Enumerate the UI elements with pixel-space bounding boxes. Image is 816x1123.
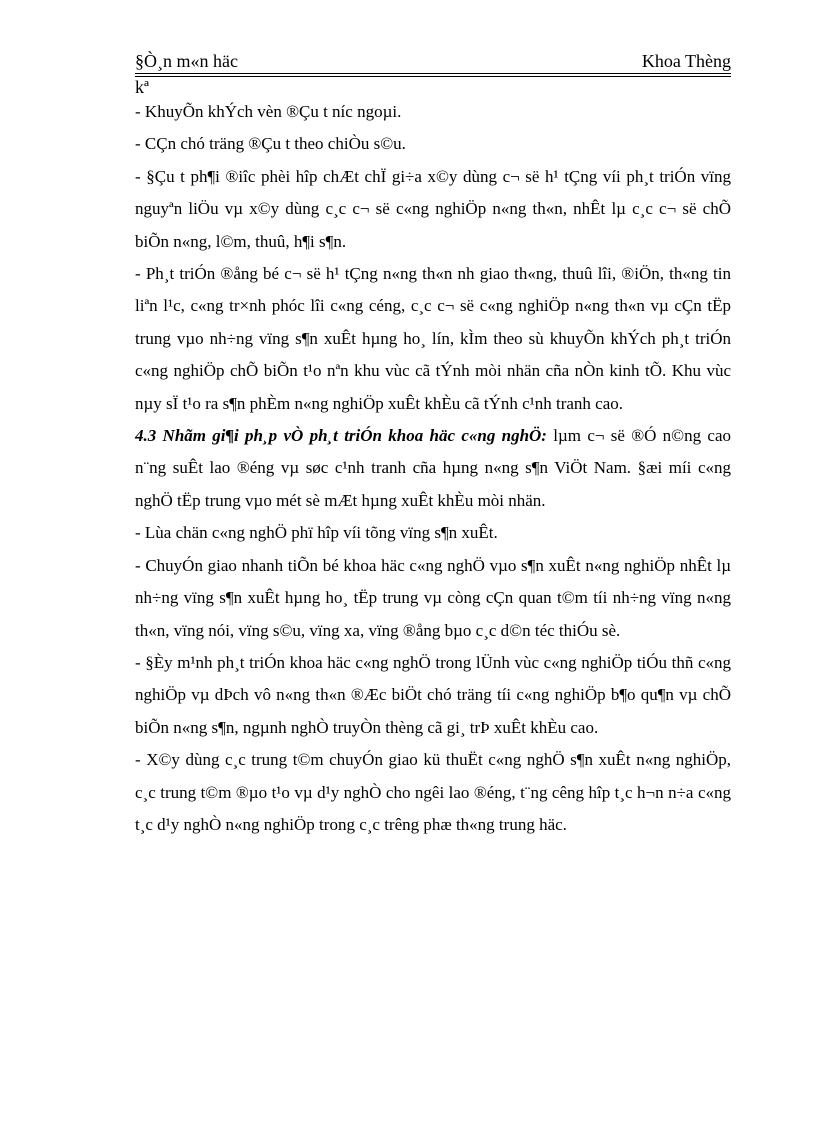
document-body (135, 96, 731, 841)
paragraph: - §Çu t ph¶i ®iîc phèi hîp chÆt chÏ gi÷a x©y dùng c¬ së h¹ tÇng víi ph¸t triÓn vïng nguyªn liÖu vµ x©y dùng c¸c c¬ së c«ng nghiÖp n«ng th«n, nhÊt lµ c¸c c¬ së chÕ biÕn n«ng, l©m, thuû, h¶i s¶n. (135, 166, 731, 251)
section-heading: 4.3 Nhãm gi¶i ph¸p vÒ ph¸t triÓn khoa häc c«ng nghÖ: (135, 426, 547, 446)
section-text: lµm c¬ së ®Ó n©ng cao n¨ng suÊt lao ®éng vµ søc c¹nh tranh cña hµng n«ng s¶n ViÖt Nam. §æi míi c«ng nghÖ tËp trung vµo mét sè mÆt hµng xuÊt khÈu mòi nhän. (135, 426, 731, 510)
header-rule-top (135, 73, 731, 74)
header-left-text: §Ò¸n m«n häc (135, 51, 238, 71)
header-rule-bottom (135, 76, 731, 77)
header-right-text: Khoa Thèng (641, 51, 731, 71)
section-paragraph (135, 420, 731, 517)
page-header (135, 50, 731, 95)
paragraph: - KhuyÕn khÝch vèn ®Çu t níc ngoµi. (135, 102, 402, 121)
paragraph: - CÇn chó träng ®Çu t theo chiÒu s©u. (135, 134, 406, 154)
header-row (135, 50, 731, 72)
paragraph: - X©y dùng c¸c trung t©m chuyÓn giao kü thuËt c«ng nghÖ s¶n xuÊt n«ng nghiÖp, c¸c trung t©m ®µo t¹o vµ d¹y nghÒ cho ngêi lao ®éng, t¨ng cêng hîp t¸c h¬n n÷a c«ng t¸c d¹y nghÒ n«ng nghiÖp trong c¸c trêng phæ th«ng trung häc. (135, 750, 731, 834)
paragraph: - ChuyÓn giao nhanh tiÕn bé khoa häc c«ng nghÖ vµo s¶n xuÊt n«ng nghiÖp nhÊt lµ nh÷ng vïng s¶n xuÊt hµng ho¸ tËp trung vµ còng cÇn quan t©m tíi nh÷ng vïng n«ng th«n, vïng nói, vïng s©u, vïng xa, vïng ®ång bµo c¸c d©n téc thiÓu sè. (135, 555, 731, 640)
paragraph: - Ph¸t triÓn ®ång bé c¬ së h¹ tÇng n«ng th«n nh giao th«ng, thuû lîi, ®iÖn, th«ng tin liªn l¹c, c«ng tr×nh phóc lîi c«ng céng, c¸c c¬ së c«ng nghiÖp n«ng th«n vµ cÇn tËp trung vµo nh÷ng vïng s¶n xuÊt hµng ho¸ lín, kÌm theo sù khuyÕn khÝch ph¸t triÓn c«ng nghiÖp chÕ biÕn t¹o nªn khu vùc cã tÝnh mòi nhän cña nÒn kinh tÕ. Khu vùc nµy sÏ t¹o ra s¶n phÈm n«ng nghiÖp xuÊt khÈu cã tÝnh c¹nh tranh cao. (135, 264, 731, 413)
header-continuation: kª (135, 77, 149, 97)
paragraph: - Lùa chän c«ng nghÖ phï hîp víi tõng vïng s¶n xuÊt. (135, 523, 498, 543)
paragraph: - §Èy m¹nh ph¸t triÓn khoa häc c«ng nghÖ trong lÜnh vùc c«ng nghiÖp tiÓu thñ c«ng nghiÖp vµ dÞch vô n«ng th«n ®Æc biÖt chó träng tíi c«ng nghiÖp b¶o qu¶n vµ chÕ biÕn n«ng s¶n, ngµnh nghÒ truyÒn thèng cã gi¸ trÞ xuÊt khÈu cao. (135, 652, 731, 737)
